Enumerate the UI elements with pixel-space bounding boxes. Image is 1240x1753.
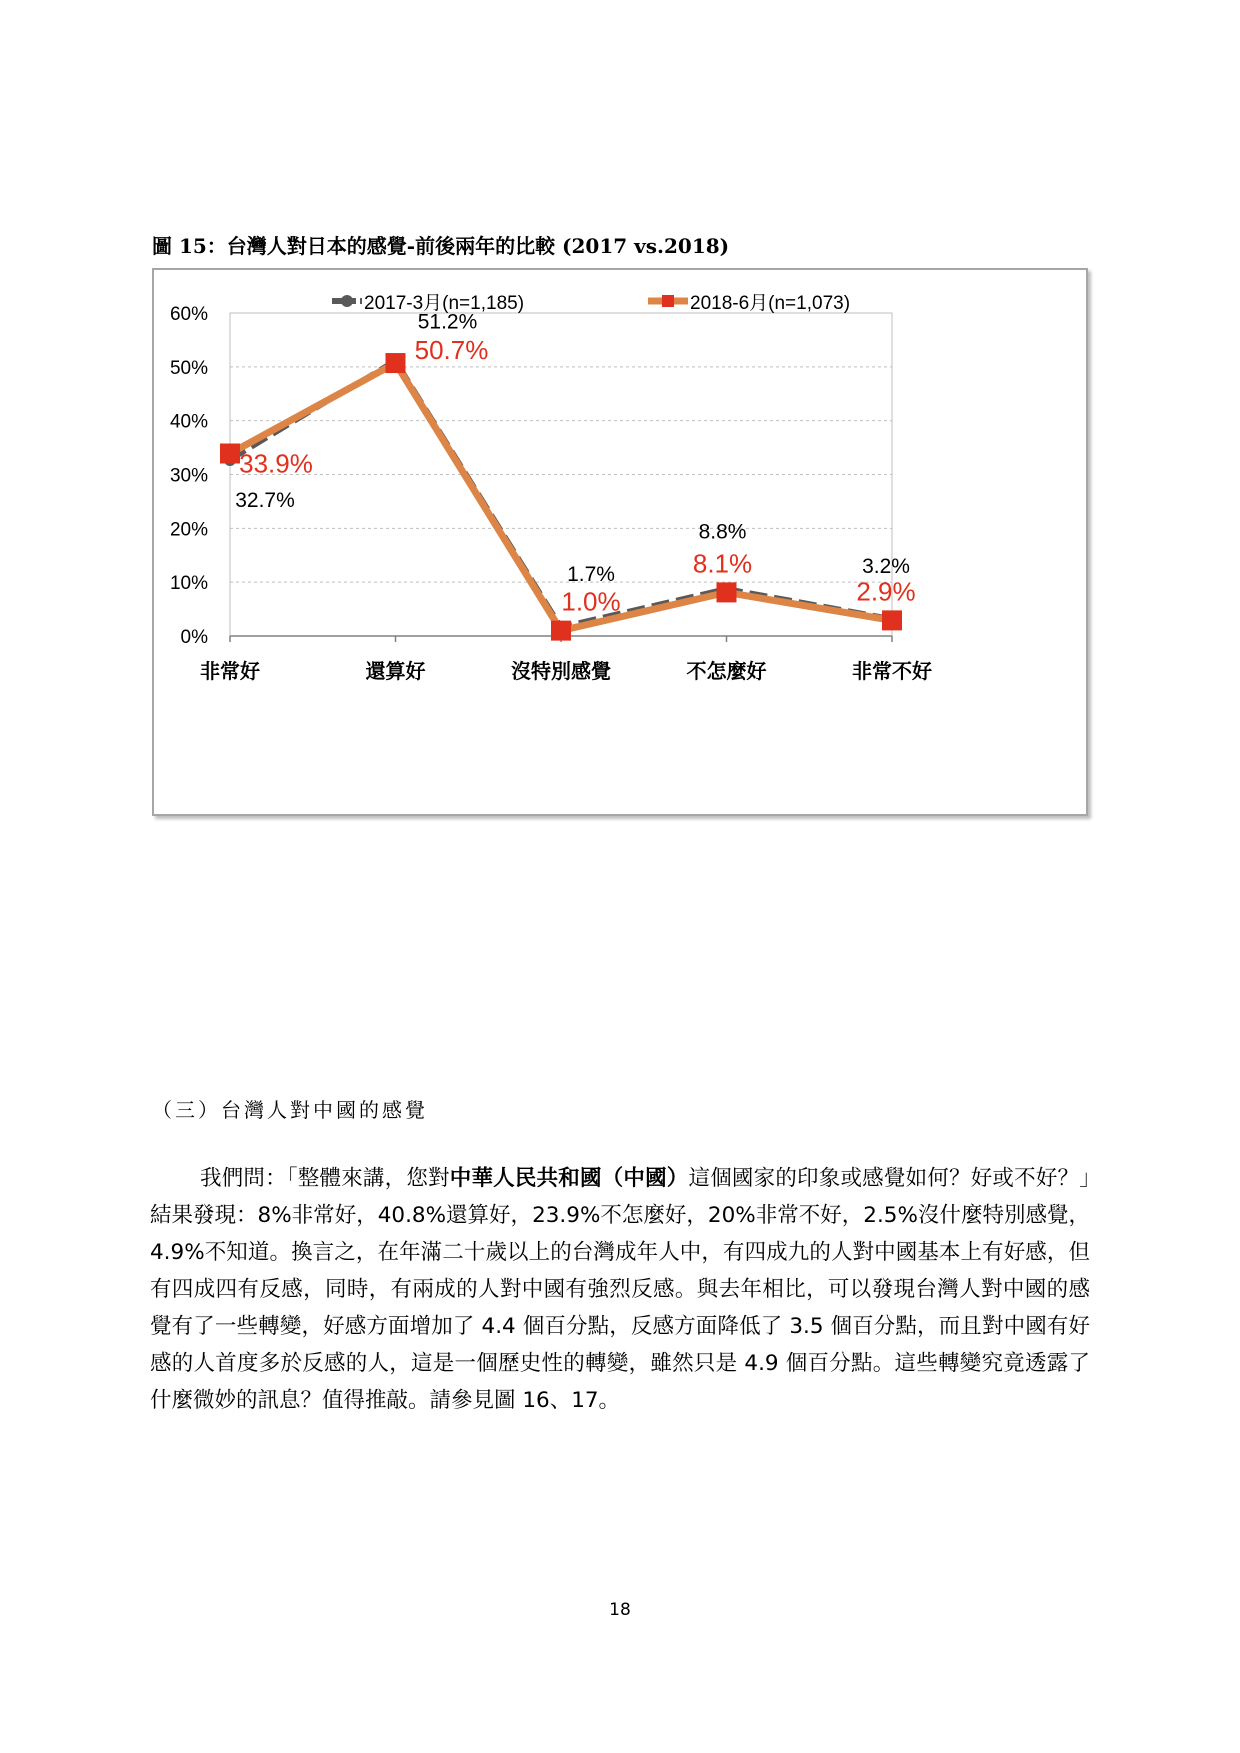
series-marker-2018 — [220, 444, 240, 464]
section-heading: （三）台灣人對中國的感覺 — [152, 1098, 428, 1122]
legend-label-2018: 2018-6月(n=1,073) — [690, 293, 851, 314]
paragraph-bold-text: 中華人民共和國（中國） — [449, 1166, 689, 1191]
data-label-2018: 33.9% — [239, 448, 313, 479]
legend-marker-2017 — [341, 295, 353, 307]
paragraph-text-2: 這個國家的印象或感覺如何？好或不好？」結果發現：8%非常好，40.8%還算好，23.9%不怎麼好，20%非常不好，2.5%沒什麼特別感覺，4.9%不知道。換言之，在年滿二十歲以上的台灣成年人中，有四成九的人對中國基本上有好感，但有四成四有反感，同時，有兩成的人對中國有強烈反感。與去年相比，可以發現台灣人對中國的感覺有了一些轉變，好感方面增加了 4.4 個百分點，反感方面降低了 3.5 個百分點，而且對中國有好感的人首度多於反感的人，這是一個歷史性的轉變，雖然只是 4.9 個百分點。這些轉變究竟透露了什麼微妙的訊息？值得推敲。請參見圖 16、17。 — [150, 1166, 1090, 1413]
paragraph-text-1: 我們問：「整體來講，您對 — [200, 1166, 450, 1191]
x-category-label: 非常好 — [200, 659, 260, 683]
figure-caption: 圖 15：台灣人對日本的感覺-前後兩年的比較 (2017 vs.2018) — [152, 234, 730, 258]
series-marker-2018 — [717, 582, 737, 602]
y-tick-label: 10% — [169, 573, 208, 595]
y-tick-label: 50% — [169, 357, 208, 379]
data-label-2018: 8.1% — [692, 548, 753, 579]
data-label-2018: 1.0% — [561, 586, 621, 617]
data-label-2018: 50.7% — [414, 335, 489, 366]
x-category-label: 不怎麼好 — [686, 659, 767, 683]
legend-marker-2018 — [662, 295, 674, 307]
x-category-label: 非常不好 — [852, 659, 932, 683]
page-number: 18 — [609, 1600, 631, 1620]
chart-frame — [152, 268, 1088, 816]
data-label-2017: 8.8% — [698, 520, 747, 544]
data-label-2018: 2.9% — [856, 576, 916, 607]
data-label-2017: 32.7% — [235, 488, 295, 512]
y-tick-label: 20% — [169, 519, 208, 541]
y-tick-label: 30% — [169, 465, 208, 487]
series-marker-2018 — [882, 610, 902, 630]
series-marker-2018 — [551, 621, 571, 641]
y-tick-label: 60% — [169, 304, 208, 325]
data-label-2017: 3.2% — [862, 554, 910, 578]
legend-label-2017: 2017-3月(n=1,185) — [364, 293, 525, 314]
x-category-label: 還算好 — [365, 659, 426, 683]
data-label-2017: 51.2% — [417, 310, 478, 334]
data-label-2017: 1.7% — [567, 562, 615, 586]
series-marker-2018 — [386, 353, 406, 373]
y-tick-label: 0% — [180, 627, 208, 648]
body-paragraph — [150, 1160, 1090, 1419]
x-category-label: 沒特別感覺 — [511, 659, 611, 683]
y-tick-label: 40% — [169, 411, 208, 433]
line-chart — [154, 270, 1086, 814]
